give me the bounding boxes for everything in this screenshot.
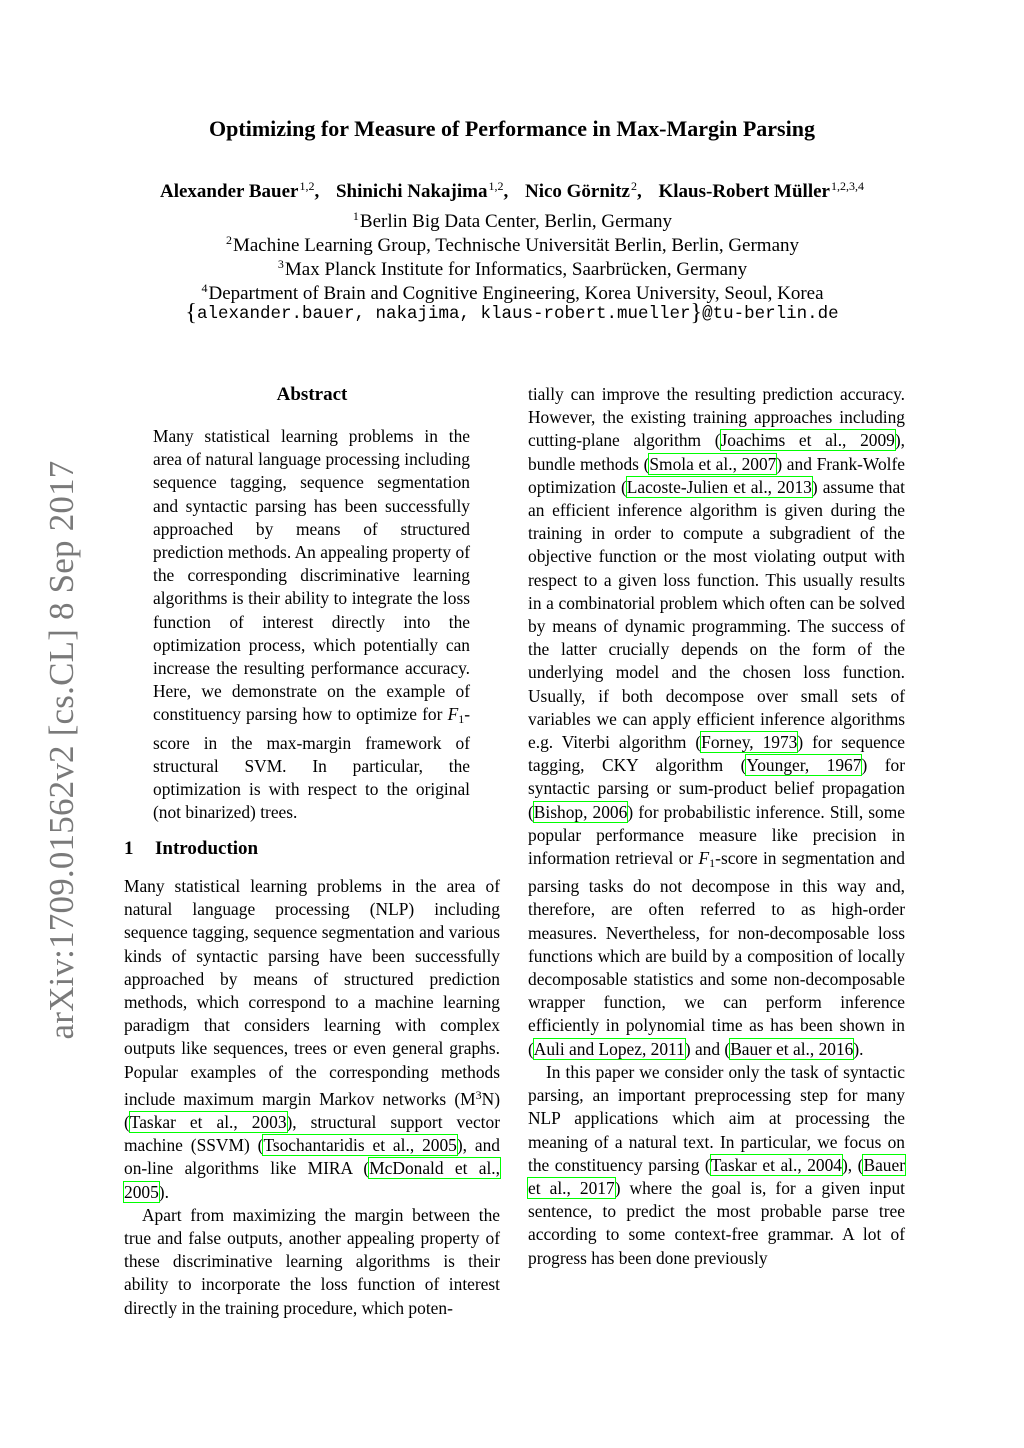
affiliation-mark: 1 [352, 209, 359, 223]
brace-open: { [185, 300, 197, 326]
text-run: ), and on-line algorithms like MIRA ( [124, 1135, 500, 1179]
text-run: ) and Frank-Wolfe optimization ( [528, 453, 905, 497]
affiliation-marks: 2 [630, 179, 637, 193]
affiliation-text: Berlin Big Data Center, Berlin, Germany [359, 211, 673, 232]
superscript: 3 [475, 1087, 482, 1102]
text-run: ) for probabilistic inference. Still, some popular performance measure like precision in information retrieval or [528, 801, 905, 869]
paper-title: Optimizing for Measure of Performance in Max-Margin Parsing [209, 116, 815, 141]
text-run: ), ( [842, 1154, 864, 1175]
abstract-text: Many statistical learning problems in the area of natural language processing including sequence tagging, sequence segmentation and syntactic parsing has been successfully approached by means of structured prediction methods. An appealing property of the corresponding discriminative learning algorithms is their ability to integrate the loss function of interest directly into the optimization process, which potentially can increase the resulting performance accuracy. Here, we demonstrate on the example of constituency parsing how to optimize for [153, 426, 470, 725]
affiliation-mark: 3 [277, 257, 284, 271]
citation-link[interactable]: Taskar et al., 2004 [710, 1154, 843, 1175]
citation-link[interactable]: Auli and Lopez, 2011 [533, 1038, 685, 1059]
abstract-text: -score in the max-margin framework of structural SVM. In particular, the optimization is with respect to the original (not binarized) trees. [153, 704, 470, 823]
left-column-text [124, 875, 500, 1320]
section-heading-introduction [124, 838, 500, 860]
f1-letter: F [698, 848, 710, 869]
citation-link[interactable]: Younger, 1967 [746, 755, 862, 776]
author: Shinichi Nakajima$^{1,2}$, [335, 179, 509, 202]
abstract-body [153, 425, 470, 824]
text-run: ) and ( [684, 1038, 731, 1059]
author: Nico Görnitz$^2$, [524, 179, 642, 202]
text-run: ) assume that an efficient inference algorithm is given during the training in order to compute a subgradient of the objective function or the most violating output with respect to a given loss function. This usually results in a combinatorial problem which often can be solved by means of dynamic programming. The success of the latter crucially depends on the form of the underlying model and the chosen loss function. Usually, if both decompose over small sets of variables we can apply efficient inference algorithms e.g. Viterbi algorithm ( [528, 476, 906, 753]
citation-link[interactable]: Tsochantaridis et al., 2005 [263, 1135, 457, 1156]
citation-link[interactable]: Joachims et al., 2009 [720, 430, 895, 451]
text-run: ) for sequence tagging, CKY algorithm ( [528, 732, 905, 776]
citation-link[interactable]: Smola et al., 2007 [649, 453, 777, 474]
f1-subscript: 1 [709, 856, 716, 871]
text-run: ) for syntactic parsing or sum-product belief propagation ( [528, 755, 905, 822]
section-number: 1 [124, 838, 134, 859]
f1-symbol [698, 848, 716, 871]
text-run: ), bundle methods ( [528, 430, 906, 474]
right-column-text [528, 383, 905, 1270]
email-domain: @tu-berlin.de [702, 304, 839, 324]
brace-close: } [690, 300, 703, 326]
paragraph [528, 1061, 905, 1270]
f1-symbol [447, 704, 465, 727]
text-run: ), structural support vector machine (SSVM) ( [124, 1112, 500, 1156]
affiliation-marks: 1,2,3,4 [831, 179, 864, 193]
f1-subscript: 1 [458, 712, 465, 727]
citation-link[interactable]: Taskar et al., 2003 [129, 1112, 287, 1133]
citation-link[interactable]: Lacoste-Julien et al., 2013 [626, 476, 812, 497]
text-run: ). [853, 1038, 864, 1059]
author [658, 181, 864, 202]
text-run: Many statistical learning problems in the area of natural language processing (NLP) including sequence tagging, sequence segmentation and various kinds of syntactic parsing have been successfully approached by means of structured prediction methods, which correspond to a machine learning paradigm that considers learning with complex outputs like sequences, trees or even general graphs. Popular examples of the corresponding methods include maximum margin Markov networks (M [124, 876, 500, 1109]
text-run: tially can improve the resulting prediction accuracy. However, the existing training approaches including cutting-plane algorithm ( [528, 384, 905, 451]
author-emails [0, 300, 1024, 327]
text-run: In this paper we consider only the task of syntactic parsing, an important preprocessing step for many NLP applications which aim at processing the meaning of a natural text. In particular, we focus on the constituency parsing ( [528, 1061, 905, 1175]
citation-link[interactable]: Forney, 1973 [701, 732, 798, 753]
abstract-heading: Abstract [276, 384, 348, 405]
text-run: -score in segmentation and parsing tasks do not decompose in this way and, therefore, are often referred to as high-order measures. Nevertheless, for non-decomposable loss functions which are build by a composition of locally decomposable statistics and some non-decomposable wrapper function, we can perform inference efficiently in polynomial time as has been shown in ( [528, 848, 905, 1059]
paragraph [528, 383, 905, 1061]
paragraph: Apart from maximizing the margin between the true and false outputs, another appealing property of these discriminative learning algorithms is their ability to incorporate the loss function of interest directly in the training procedure, which poten- [124, 1204, 500, 1318]
text-run: ). [158, 1181, 169, 1202]
paragraph [124, 875, 500, 1204]
citation-link[interactable]: McDonald et al., 2005 [124, 1158, 500, 1202]
author: Alexander Bauer$^{1,2}$, [160, 179, 320, 202]
author-name: Nico Görnitz [524, 181, 630, 202]
text-run: N) ( [124, 1088, 500, 1133]
affiliation-marks: 1,2 [299, 179, 315, 193]
email-names: alexander.bauer, nakajima, klaus-robert.mueller [196, 304, 691, 324]
section-title: Introduction [155, 838, 259, 859]
affiliation-mark: 4 [201, 281, 208, 295]
affiliation-text: Department of Brain and Cognitive Engineering, Korea University, Seoul, Korea [208, 283, 824, 304]
author-name: Klaus-Robert Müller [658, 181, 830, 202]
citation-link[interactable]: Bishop, 2006 [533, 801, 628, 822]
affiliation-text: Max Planck Institute for Informatics, Saarbrücken, Germany [284, 259, 748, 280]
author-name: Shinichi Nakajima [335, 181, 488, 202]
affiliation-mark: 2 [225, 233, 232, 247]
arxiv-identifier: arXiv:1709.01562v2 [cs.CL] 8 Sep 2017 [42, 460, 81, 1040]
citation-link[interactable]: Bauer et al., 2017 [528, 1154, 906, 1198]
citation-link[interactable]: Bauer et al., 2016 [730, 1038, 854, 1059]
text-run: ) where the goal is, for a given input sentence, to predict the most probable parse tree according to some context-free grammar. A lot of progress has been done previously [528, 1177, 905, 1268]
author-list [0, 179, 1024, 203]
author-name: Alexander Bauer [160, 181, 299, 202]
affiliation-marks: 1,2 [488, 179, 504, 193]
f1-letter: F [447, 704, 459, 725]
affiliation-text: Machine Learning Group, Technische Universität Berlin, Berlin, Germany [232, 235, 800, 256]
